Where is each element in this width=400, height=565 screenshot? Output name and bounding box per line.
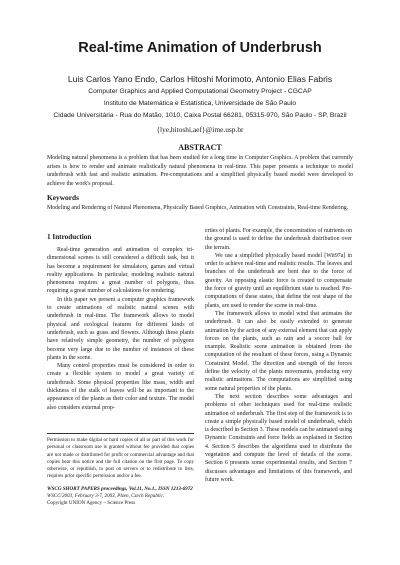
author-email: {lye,hitoshi,aef}@ime.usp.br: [156, 125, 244, 134]
section-heading-introduction: 1 Introduction: [47, 233, 92, 241]
paragraph: In this paper we present a computer graphics framework to create animations of realistic natural scenes with underbrush in real-time. The framework allows to model physical and ecological features for different kinds of underbrush, such as grass and flowers. Although these plants have relatively simple geometry, the number of polygons become very large due to the number of instances of these plants in the scene.: [47, 296, 194, 361]
paragraph: erties of plants. For example, the concentration of nutrients on the ground is used to define the underbrush distribution over the terrain.: [205, 228, 352, 251]
right-column: [205, 227, 352, 527]
keywords-heading: Keywords: [47, 193, 80, 202]
keywords-text: Modeling and Rendering of Natural Phenomena, Physically Based Graphics, Animation with Constraints, Real-time Rendering.: [47, 205, 349, 211]
abstract-text: Modeling natural phenomena is a problem that has been studied for a long time in Computer Graphics. A problem that currently arises is how to render and animate realistically natural phenomena in real-time. This paper presents a technique to model underbrush with fast and realistic animation. Pre-computations and a simplified physically based model were developed to achieve the work's proposal.: [47, 155, 353, 187]
permission-text: Permission to make digital or hard copies of all or part of this work for personal or classroom use is granted without fee provided that copies are not made or distributed for profit or commercial advantage and that copies bear this notice and the full citation on the first page. To copy otherwise, or republish, to post on servers or to redistribute to lists, requires prior specific permission and/or a fee.: [47, 437, 194, 480]
abstract-heading: ABSTRACT: [178, 143, 222, 152]
paragraph: We use a simplified physically based model [Wit97a] in order to achieve real-time and realistic results. The leaves and branches of the underbrush are bent due to the force of gravity. An opposing elastic force is created to compensate the force of gravity until an equilibrium state is reached. Pre-computations of these states, that define the rest shape of the plants, are used to render the scene in real-time.: [205, 252, 352, 309]
copyright-line: Copyright UNION Agency – Science Press: [47, 500, 136, 507]
paragraph: The next section describes some advantages and problems of other techniques used for real-time realistic animation of underbrush. The first step of the framework is to create a simple physically based model of underbrush, which is described in Section 3. These models can be animated using Dynamic Constraints and force fields as explained in Section 4. Section 5 describes the algorithms used to distribute the vegetation and compute the level of details of the scene. Section 6 presents some experimental results, and Section 7 discusses advantages and limitations of this framework, and future work.: [205, 393, 352, 483]
affiliation-line-2: Instituto de Matemática e Estatística, Universidade de São Paulo: [103, 100, 297, 107]
affiliation-line-3: Cidade Universitária - Rua do Matão, 1010, Caixa Postal 66281, 05315-970, São Paulo - SP, Brazil: [53, 112, 347, 119]
author-list: Luis Carlos Yano Endo, Carlos Hitoshi Morimoto, Antonio Elias Fabris: [67, 74, 333, 84]
proceedings-info: WSCG SHORT PAPERS proceedings, Vol.11, No.1., ISSN 1213-6972: [47, 485, 193, 492]
conference-info: WSCG'2003, February 3-7, 2003, Plzen, Czech Republic.: [47, 493, 165, 500]
paragraph: Real-time generation and animation of complex tri-dimensional scenes is still considered a difficult task, but it has become a requirement for simulators, games and virtual reality applications. In particular, modeling realistic natural phenomena requires a great number of polygons, thus requiring a great number of calculations for rendering.: [47, 247, 194, 295]
copyright-notice: [47, 433, 194, 525]
left-column: [47, 246, 194, 430]
affiliation-line-1: Computer Graphics and Applied Computational Geometry Project - CGCAP: [88, 88, 312, 95]
paper-title: Real-time Animation of Underbrush: [78, 40, 322, 56]
paragraph: Many control properties must be considered in order to create a flexible system to model a great variety of underbrush. Some physical properties like mass, width and thickness of the stalk of leaves will be as important to the appearance of the plants as their color and texture. The model also considers external prop-: [47, 363, 194, 411]
paragraph: The framework allows to model wind that animates the underbrush. It can also be easily extended to generate animation by the action of any external element that can apply forces on the plants, such as rain and a soccer ball for example. Realistic scene animation is obtained from the computation of the resultant of these forces, using a Dynamic Constraint Model. The direction and strength of the forces define the velocity of the plants movements, producing very realistic animations. The computations are simplified using some natural properties of the plants.: [205, 310, 352, 392]
